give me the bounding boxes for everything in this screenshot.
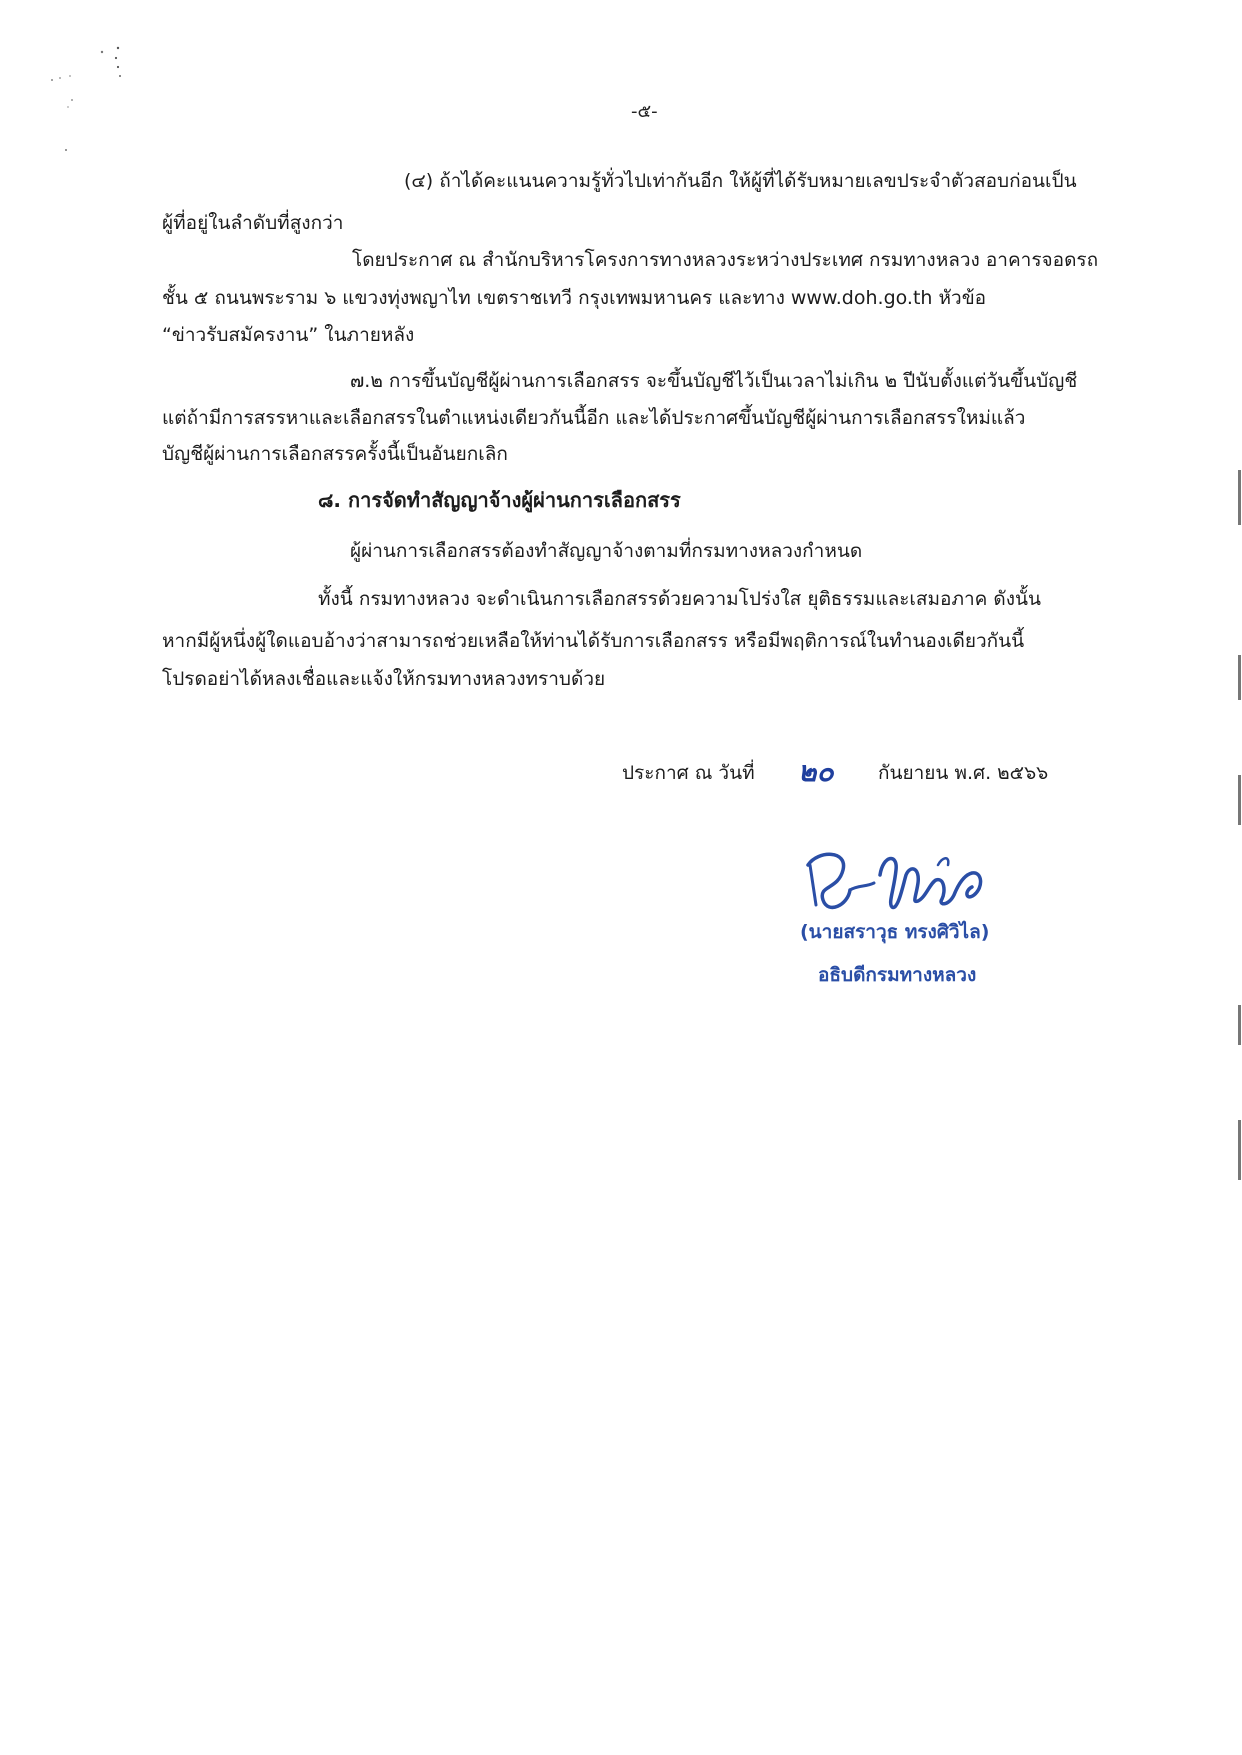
signatory-name: (นายสราวุธ ทรงศิวิไล) (800, 921, 990, 943)
announcement-date-month-year: กันยายน พ.ศ. ๒๕๖๖ (878, 762, 1049, 784)
announcement-date-prefix: ประกาศ ณ วันที่ (622, 762, 755, 784)
paragraph-4-line-2: ผู้ที่อยู่ในลำดับที่สูงกว่า (162, 212, 344, 234)
closing-paragraph-line-1: ทั้งนี้ กรมทางหลวง จะดำเนินการเลือกสรรด้วยความโปร่งใส ยุติธรรมและเสมอภาค ดังนั้น (318, 588, 1041, 610)
section-8-text: ผู้ผ่านการเลือกสรรต้องทำสัญญาจ้างตามที่กรมทางหลวงกำหนด (350, 540, 863, 562)
paragraph-4-line-1: (๔) ถ้าได้คะแนนความรู้ทั่วไปเท่ากันอีก ให้ผู้ที่ได้รับหมายเลขประจำตัวสอบก่อนเป็น (404, 170, 1077, 192)
page-number: -๕- (631, 101, 658, 122)
signatory-position: อธิบดีกรมทางหลวง (818, 964, 977, 986)
closing-paragraph-line-2: หากมีผู้หนึ่งผู้ใดแอบอ้างว่าสามารถช่วยเหลือให้ท่านได้รับการเลือกสรร หรือมีพฤติการณ์ในทำนองเดียวกันนี้ (162, 630, 1025, 652)
announcement-location-line-1: โดยประกาศ ณ สำนักบริหารโครงการทางหลวงระหว่างประเทศ กรมทางหลวง อาคารจอดรถ (352, 249, 1099, 271)
closing-paragraph-line-3: โปรดอย่าได้หลงเชื่อและแจ้งให้กรมทางหลวงทราบด้วย (162, 668, 606, 690)
scan-edge-mark (1238, 1005, 1241, 1045)
clause-7-2-line-1: ๗.๒ การขึ้นบัญชีผู้ผ่านการเลือกสรร จะขึ้นบัญชีไว้เป็นเวลาไม่เกิน ๒ ปีนับตั้งแต่วันขึ้นบัญชี (350, 370, 1078, 392)
announcement-location-line-2: ชั้น ๕ ถนนพระราม ๖ แขวงทุ่งพญาไท เขตราชเทวี กรุงเทพมหานคร และทาง www.doh.go.th หัวข้อ (162, 287, 987, 309)
clause-7-2-line-3: บัญชีผู้ผ่านการเลือกสรรครั้งนี้เป็นอันยกเลิก (162, 443, 508, 465)
announcement-location-line-3: “ข่าวรับสมัครงาน” ในภายหลัง (162, 324, 415, 346)
scan-edge-mark (1238, 655, 1241, 700)
scan-edge-mark (1238, 470, 1241, 525)
announcement-date-day: ๒๐ (798, 755, 834, 788)
scan-edge-mark (1238, 1120, 1241, 1180)
scan-noise-marks (40, 30, 140, 160)
section-8-heading: ๘. การจัดทำสัญญาจ้างผู้ผ่านการเลือกสรร (318, 488, 681, 512)
clause-7-2-line-2: แต่ถ้ามีการสรรหาและเลือกสรรในตำแหน่งเดียวกันนี้อีก และได้ประกาศขึ้นบัญชีผู้ผ่านการเลือกสรรใหม่แล้ว (162, 407, 1026, 429)
scan-edge-mark (1238, 775, 1241, 825)
